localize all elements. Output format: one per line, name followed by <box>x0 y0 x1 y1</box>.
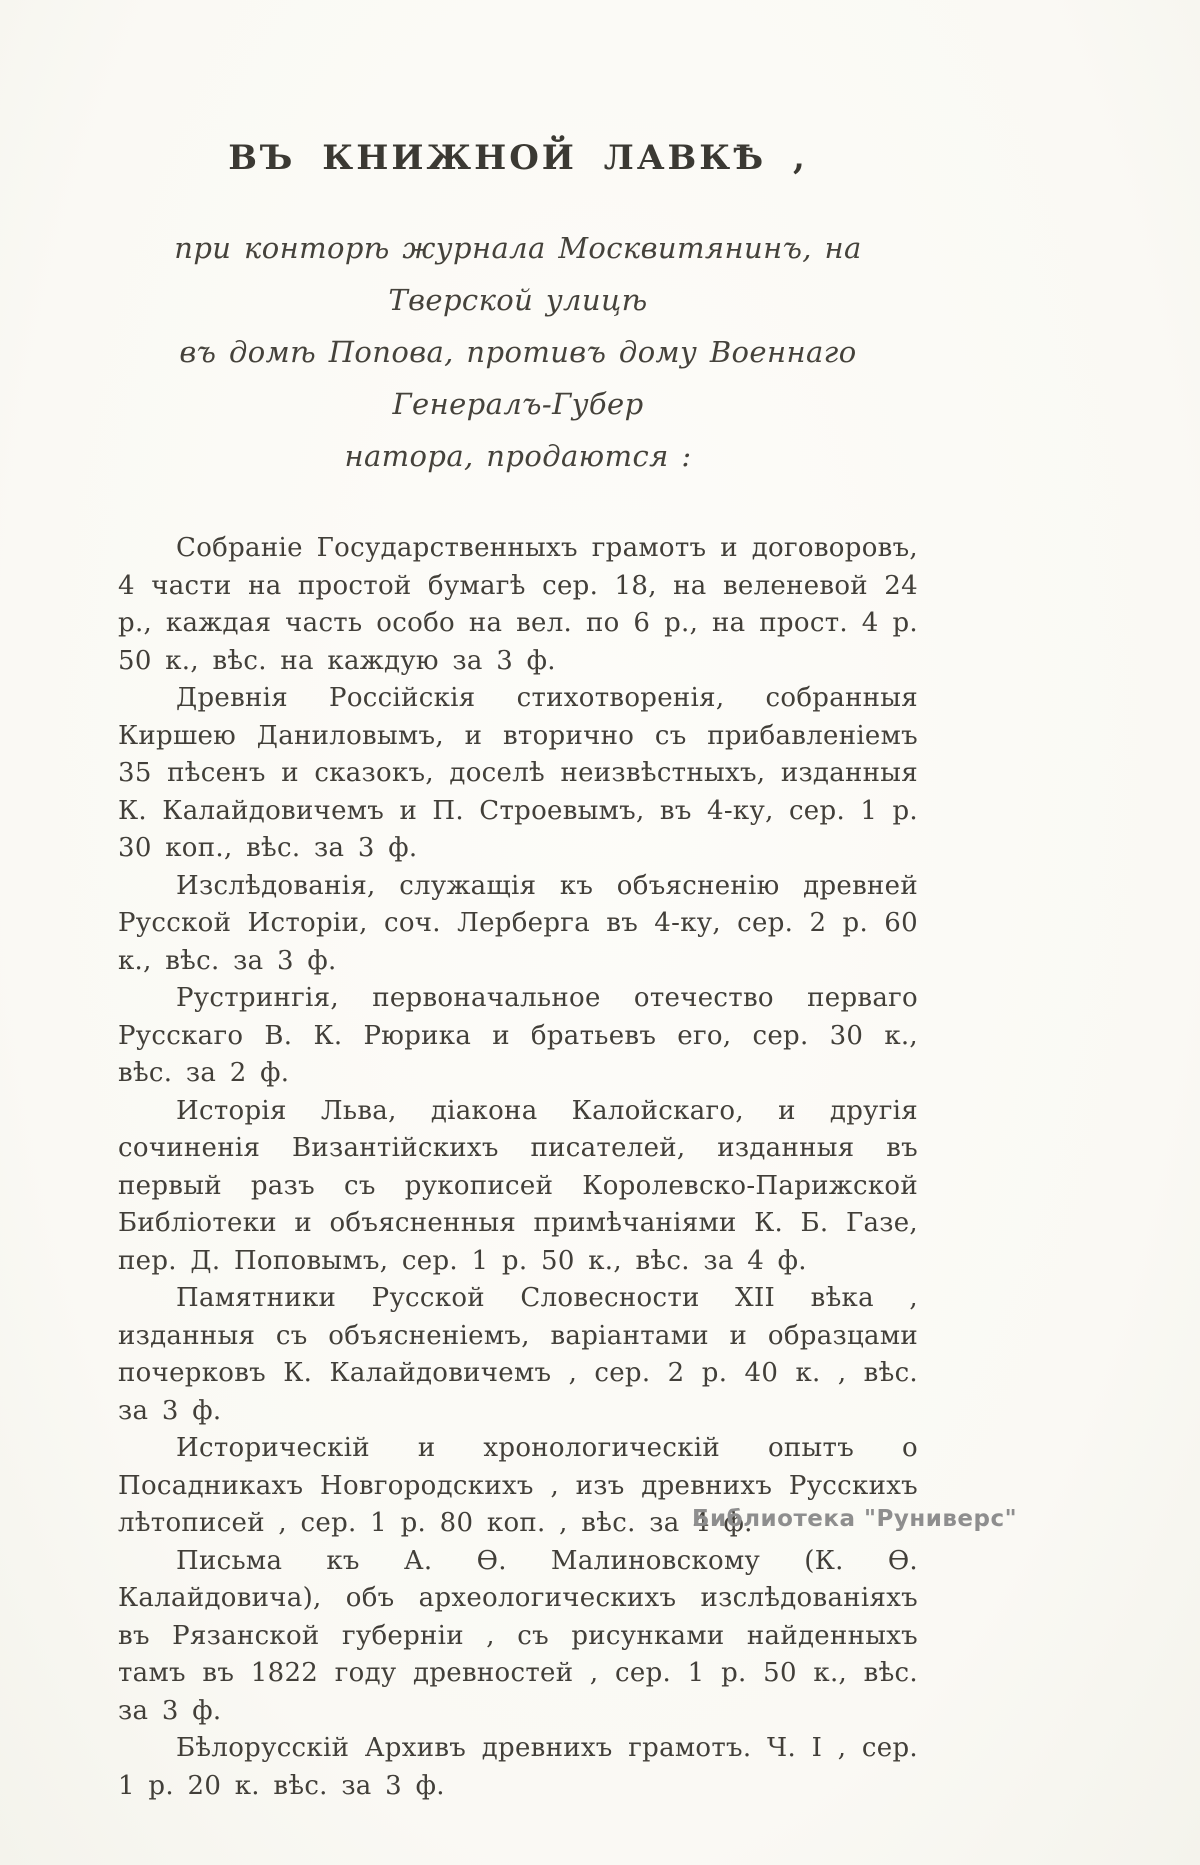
page-content <box>118 138 918 1805</box>
book-listing: Бѣлорусскій Архивъ древнихъ грамотъ. Ч. I , сер. 1 р. 20 к. вѣс. за 3 ф. <box>118 1733 918 1801</box>
book-listing: Изслѣдованія, служащія къ объясненію древней Русской Исторіи, соч. Лерберга въ 4-ку, сер. 2 р. 60 к., вѣс. за 3 ф. <box>118 870 918 976</box>
library-watermark: Библиотека "Руниверс" <box>692 1506 1018 1532</box>
book-listing: Рустрингія, первоначальное отечество перваго Русскаго В. К. Рюрика и братьевъ его, сер. 30 к., вѣс. за 2 ф. <box>118 983 918 1088</box>
book-listing: Собраніе Государственныхъ грамотъ и договоровъ, 4 части на простой бумагѣ сер. 18, на веленевой 24 р., каждая часть особо на вел. по 6 р., на прост. 4 р. 50 к., вѣс. на каждую за 3 ф. <box>118 533 918 676</box>
page-title: ВЪ КНИЖНОЙ ЛАВКѢ , <box>228 138 808 178</box>
book-listing: Письма къ А. Ѳ. Малиновскому (К. Ѳ. Калайдовича), объ археологическихъ изслѣдованіяхъ въ Рязанской губерніи , съ рисунками найденныхъ тамъ въ 1822 году древностей , сер. 1 р. 50 к., вѣс. за 3 ф. <box>118 1545 918 1726</box>
book-listing: Историческій и хронологическій опытъ о Посадникахъ Новгородскихъ , изъ древнихъ Русскихъ лѣтописей , сер. 1 р. 80 коп. , вѣс. за 4 ф. <box>118 1433 918 1538</box>
imprint-subtitle <box>118 222 918 482</box>
book-listing: Исторія Льва, діакона Калойскаго, и другія сочиненія Византійскихъ писателей, изданныя въ первый разъ съ рукописей Королевско-Парижской Библіотеки и объясненныя примѣчаніями К. Б. Газе, пер. Д. Поповымъ, сер. 1 р. 50 к., вѣс. за 4 ф. <box>118 1095 918 1276</box>
book-listing: Древнія Россійскія стихотворенія, собранныя Киршею Даниловымъ, и вторично съ прибавленіемъ 35 пѣсенъ и сказокъ, доселѣ неизвѣстныхъ, изданныя К. Калайдовичемъ и П. Строевымъ, въ 4-ку, сер. 1 р. 30 коп., вѣс. за 3 ф. <box>118 683 918 863</box>
subtitle-line: въ домѣ Попова, противъ дому Военнаго Генералъ-Губер <box>179 335 857 421</box>
subtitle-line: при конторѣ журнала Москвитянинъ, на Тверской улицѣ <box>174 231 862 317</box>
subtitle-line: натора, продаются : <box>344 439 692 473</box>
book-listing: Памятники Русской Словесности XII вѣка , изданныя съ объясненіемъ, варіантами и образцами почерковъ К. Калайдовичемъ , сер. 2 р. 40 к. , вѣс. за 3 ф. <box>118 1283 918 1426</box>
book-listings <box>118 530 918 1805</box>
